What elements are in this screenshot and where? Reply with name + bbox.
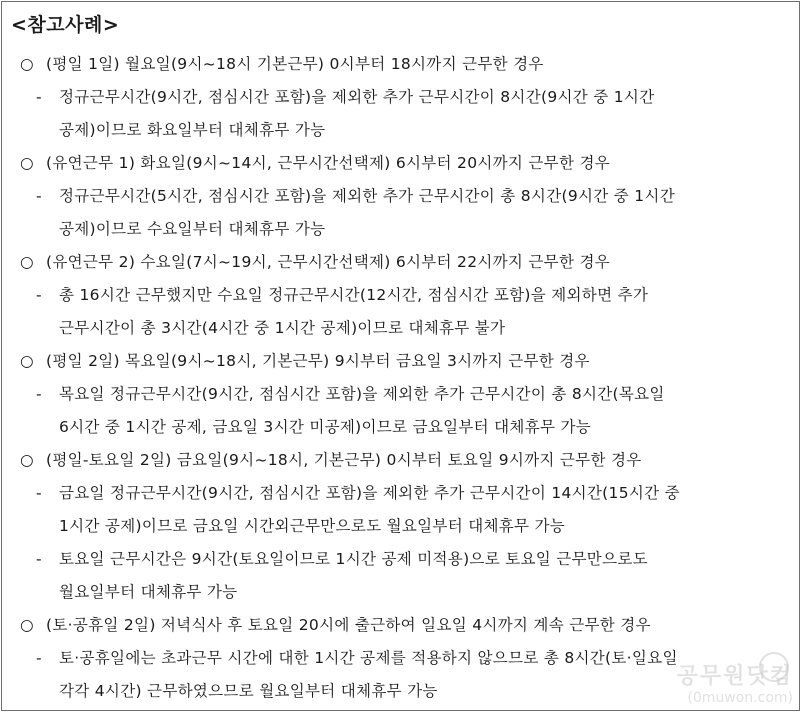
case-heading xyxy=(20,151,610,173)
case-heading-text: (토·공휴일 2일) 저녁식사 후 토요일 20시에 출근하여 일요일 4시까지 계속 근무한 경우 xyxy=(46,616,651,634)
dash-marker: - xyxy=(36,88,42,106)
case-heading-text: (평일-토요일 2일) 금요일(9시~18시, 기본근무) 0시부터 토요일 9시까지 근무한 경우 xyxy=(46,451,642,469)
dash-marker: - xyxy=(36,286,42,304)
dash-marker: - xyxy=(36,385,42,403)
watermark-name: 공무원닷컴 xyxy=(676,664,793,689)
detail-text: 목요일 정규근무시간(9시간, 점심시간 포함)을 제외한 추가 근무시간이 총 8시간(목요일 xyxy=(59,385,665,403)
watermark-url: (0muwon.com) xyxy=(687,690,793,706)
detail-text: 정규근무시간(5시간, 점심시간 포함)을 제외한 추가 근무시간이 총 8시간(9시간 중 1시간 xyxy=(59,187,675,205)
case-detail xyxy=(36,481,680,503)
case-heading xyxy=(20,349,590,371)
case-detail xyxy=(36,382,665,404)
detail-continuation: 월요일부터 대체휴무 가능 xyxy=(59,583,238,601)
circle-marker: ○ xyxy=(20,55,34,73)
detail-continuation: 공제)이므로 수요일부터 대체휴무 가능 xyxy=(59,220,326,238)
case-detail xyxy=(36,184,675,206)
detail-continuation: 1시간 공제)이므로 금요일 시간외근무만으로도 월요일부터 대체휴무 가능 xyxy=(59,517,566,535)
dash-marker: - xyxy=(36,550,42,568)
section-title: <참고사례> xyxy=(11,14,120,36)
circle-marker: ○ xyxy=(20,253,34,271)
detail-text: 토·공휴일에는 초과근무 시간에 대한 1시간 공제를 적용하지 않으므로 총 8시간(토·일요일 xyxy=(59,649,678,667)
case-heading xyxy=(20,52,544,74)
case-heading-text: (평일 1일) 월요일(9시~18시 기본근무) 0시부터 18시까지 근무한 경우 xyxy=(46,55,544,73)
reference-cases-box xyxy=(1,1,800,711)
case-heading xyxy=(20,250,610,272)
detail-text: 토요일 근무시간은 9시간(토요일이므로 1시간 공제 미적용)으로 토요일 근무만으로도 xyxy=(59,550,648,568)
detail-text: 총 16시간 근무했지만 수요일 정규근무시간(12시간, 점심시간 포함)을 제외하면 추가 xyxy=(59,286,649,304)
dash-marker: - xyxy=(36,649,42,667)
case-detail xyxy=(36,85,654,107)
detail-continuation: 근무시간이 총 3시간(4시간 중 1시간 공제)이므로 대체휴무 불가 xyxy=(59,319,506,337)
circle-marker: ○ xyxy=(20,352,34,370)
circle-marker: ○ xyxy=(20,154,34,172)
detail-continuation: 6시간 중 1시간 공제, 금요일 3시간 미공제)이므로 금요일부터 대체휴무 가능 xyxy=(59,418,592,436)
circle-marker: ○ xyxy=(20,616,34,634)
case-heading xyxy=(20,613,651,635)
dash-marker: - xyxy=(36,484,42,502)
detail-continuation: 각각 4시간) 근무하였으므로 월요일부터 대체휴무 가능 xyxy=(59,682,438,700)
case-heading-text: (평일 2일) 목요일(9시~18시, 기본근무) 9시부터 금요일 3시까지 근무한 경우 xyxy=(46,352,590,370)
circle-marker: ○ xyxy=(20,451,34,469)
detail-text: 금요일 정규근무시간(9시간, 점심시간 포함)을 제외한 추가 근무시간이 14시간(15시간 중 xyxy=(59,484,680,502)
case-detail xyxy=(36,283,648,305)
case-detail xyxy=(36,547,648,569)
case-heading-text: (유연근무 2) 수요일(7시~19시, 근무시간선택제) 6시부터 22시까지 근무한 경우 xyxy=(46,253,610,271)
case-heading xyxy=(20,448,642,470)
case-heading-text: (유연근무 1) 화요일(9시~14시, 근무시간선택제) 6시부터 20시까지 근무한 경우 xyxy=(46,154,610,172)
detail-text: 정규근무시간(9시간, 점심시간 포함)을 제외한 추가 근무시간이 8시간(9시간 중 1시간 xyxy=(59,88,655,106)
watermark-logo-icon xyxy=(759,652,789,682)
case-detail xyxy=(36,646,678,668)
dash-marker: - xyxy=(36,187,42,205)
detail-continuation: 공제)이므로 화요일부터 대체휴무 가능 xyxy=(59,121,326,139)
